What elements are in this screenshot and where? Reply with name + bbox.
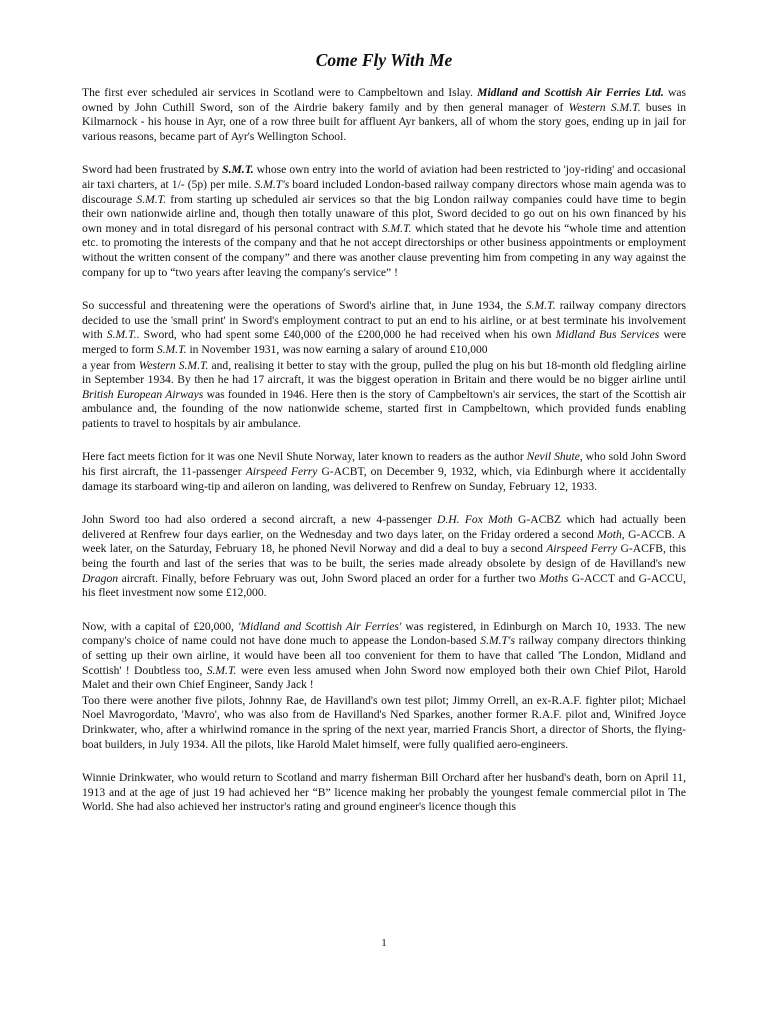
emphasized-text: S.M.T.: [136, 192, 167, 206]
emphasized-text: British European Airways: [82, 387, 204, 401]
page-title: Come Fly With Me: [315, 50, 453, 70]
paragraph: [82, 513, 686, 601]
paragraph: [82, 299, 686, 357]
text-run: whose own entry into the world of aviation had been restricted to 'joy-riding' and occasional air taxi charters, at 1/- (5p) per mile.: [82, 163, 686, 191]
paragraph: [82, 450, 686, 494]
text-run: G-ACBT, on December 9, 1932, which, via Edinburgh where it accidentally damage its starboard wing-tip and aileron on landing, was delivered to Renfrew on Sunday, February 12, 1933.: [82, 465, 687, 493]
text-run: in November 1931, was now earning a salary of around £10,000: [186, 342, 488, 356]
text-run: and, realising it better to stay with the group, pulled the plug on his but 18-month old fledgling airline in September 1934. By then he had 17 aircraft, it was the biggest operation in Britain and there would be no bigger airline until: [82, 358, 687, 387]
text-run: was founded in 1946. Here then is the story of Campbeltown's air services, the start of the Scottish air ambulance and, the founding of the now nationwide scheme, started first in Campbeltown, which provided funds enabling patients to travel to hospitals by air ambulance.: [82, 387, 686, 430]
page-number: 1: [381, 937, 387, 949]
emphasized-text: Midland and Scottish Air Ferries Ltd.: [477, 86, 664, 99]
text-run: railway company directors thinking of setting up their own airline, it would have been all too convenient for them to have that called 'The London, Midland and Scottish' ! Doubtless too,: [82, 634, 686, 677]
emphasized-text: D.H. Fox Moth: [437, 513, 513, 527]
text-run: Here fact meets fiction for it was one Nevil Shute Norway, later known to readers as the author: [82, 450, 527, 464]
emphasized-text: Moth: [597, 527, 622, 541]
text-run: were even less amused when John Sword now employed both their own Chief Pilot, Harold Malet and their own Chief Engineer, Sandy Jack !: [82, 663, 687, 692]
emphasized-text: S.M.T's: [480, 634, 515, 648]
text-run: G-ACCT and G-ACCU, his fleet investment now some £12,000.: [82, 571, 686, 600]
text-run: Winnie Drinkwater, who would return to Scotland and marry fisherman Bill Orchard after her husband's death, born on April 11, 1913 and at the age of just 19 had achieved her “B” licence making her probably the youngest female commercial pilot in The World. She had also achieved her instructor's rating and ground engineer's licence though this: [82, 771, 686, 814]
text-run: John Sword too had also ordered a second aircraft, a new 4-passenger: [82, 513, 437, 527]
text-run: were merged to form: [82, 328, 686, 356]
text-run: from starting up scheduled air services so that the big London railway companies could have time to begin their own nationwide airline and, though then totally unaware of this plot, Sword decided to go out on his own financed by his own money and in total disregard of his personal contract with: [82, 192, 686, 235]
emphasized-text: Nevil Shute: [526, 450, 580, 464]
text-run: G-ACBZ which had actually been delivered at Renfrew four days earlier, on the Wednesday and two days later, on the Friday ordered a second: [82, 513, 686, 541]
emphasized-text: Dragon: [82, 571, 119, 585]
paragraph: [82, 86, 686, 144]
text-run: The first ever scheduled air services in Scotland were to Campbeltown and Islay.: [82, 86, 478, 99]
emphasized-text: Western S.M.T.: [568, 100, 641, 114]
paragraph: [82, 694, 686, 752]
emphasized-text: S.M.T's: [254, 177, 290, 191]
paragraph: [82, 163, 686, 280]
text-run: , who sold John Sword his first aircraft, the 11-passenger: [82, 450, 686, 479]
emphasized-text: S.M.T.: [106, 328, 137, 342]
text-run: Now, with a capital of £20,000,: [82, 619, 238, 633]
text-run: board included London-based railway company directors whose main agenda was to discourage: [82, 177, 687, 206]
text-run: , G-ACCB. A week later, on the Saturday, February 18, he phoned Nevil Norway and did a deal to buy a second: [82, 527, 686, 556]
emphasized-text: Airspeed Ferry: [546, 542, 618, 556]
emphasized-text: S.M.T.: [206, 663, 237, 677]
emphasized-text: 'Midland and Scottish Air Ferries': [238, 619, 402, 633]
emphasized-text: S.M.T.: [222, 163, 254, 177]
document-body: [82, 86, 686, 834]
text-run: railway company directors decided to use the 'small print' in Sword's employment contract to put an end to his airline, or at best terminate his involvement with: [82, 299, 686, 342]
emphasized-text: Midland Bus Services: [555, 328, 660, 342]
emphasized-text: S.M.T.: [525, 299, 556, 313]
paragraph: [82, 620, 686, 693]
text-run: was registered, in Edinburgh on March 10, 1933. The new company's choice of name could not have done much to appease the London-based: [82, 619, 686, 648]
emphasized-text: Airspeed Ferry: [245, 465, 318, 479]
text-run: So successful and threatening were the operations of Sword's airline that, in June 1934, the: [82, 299, 526, 313]
text-run: Too there were another five pilots, Johnny Rae, de Havilland's own test pilot; Jimmy Orrell, an ex-R.A.F. fighter pilot; Michael Noel Mavrogordato, 'Mavro', who was also from de Havilland's Ned Sparkes, another former R.A.F. pilot and, Winifred Joyce Drinkwater, who, after a whirlwind romance in the spring of the next year, married Francis Short, a director of Shorts, the flying-boat builders, in July 1934. All the pilots, like Harold Malet himself, were fully qualified aero-engineers.: [82, 693, 686, 751]
emphasized-text: Moths: [539, 571, 569, 585]
text-run: G-ACFB, this being the fourth and last of the series that was to be built, the series made already obsolete by design of de Havilland's new: [82, 542, 686, 571]
text-run: Sword had been frustrated by: [82, 163, 223, 177]
paragraph: [82, 359, 686, 432]
text-run: buses in Kilmarnock - his house in Ayr, one of a row three built for affluent Ayr bankers, all of whom the story goes, ending up in jail for various reasons, became part of Ayr's Wellington School.: [82, 100, 687, 143]
emphasized-text: S.M.T.: [381, 221, 412, 235]
text-run: aircraft. Finally, before February was out, John Sword placed an order for a further two: [118, 571, 540, 585]
text-run: a year from: [82, 358, 139, 372]
paragraph: [82, 771, 686, 815]
emphasized-text: S.M.T.: [156, 342, 187, 356]
text-run: . Sword, who had spent some £40,000 of the £200,000 he had received when his own: [136, 328, 556, 342]
text-run: was owned by John Cuthill Sword, son of the Airdrie bakery family and by then general manager of: [82, 86, 687, 114]
emphasized-text: Western S.M.T.: [138, 358, 209, 372]
text-run: which stated that he devote his “whole time and attention etc. to promoting the interests of the company and that he not accept directorships or other business appointments or employment without the written consent of the company” and there was another clause preventing him from competing in any way against the company for up to “two years after leaving the company's service” !: [82, 221, 686, 279]
